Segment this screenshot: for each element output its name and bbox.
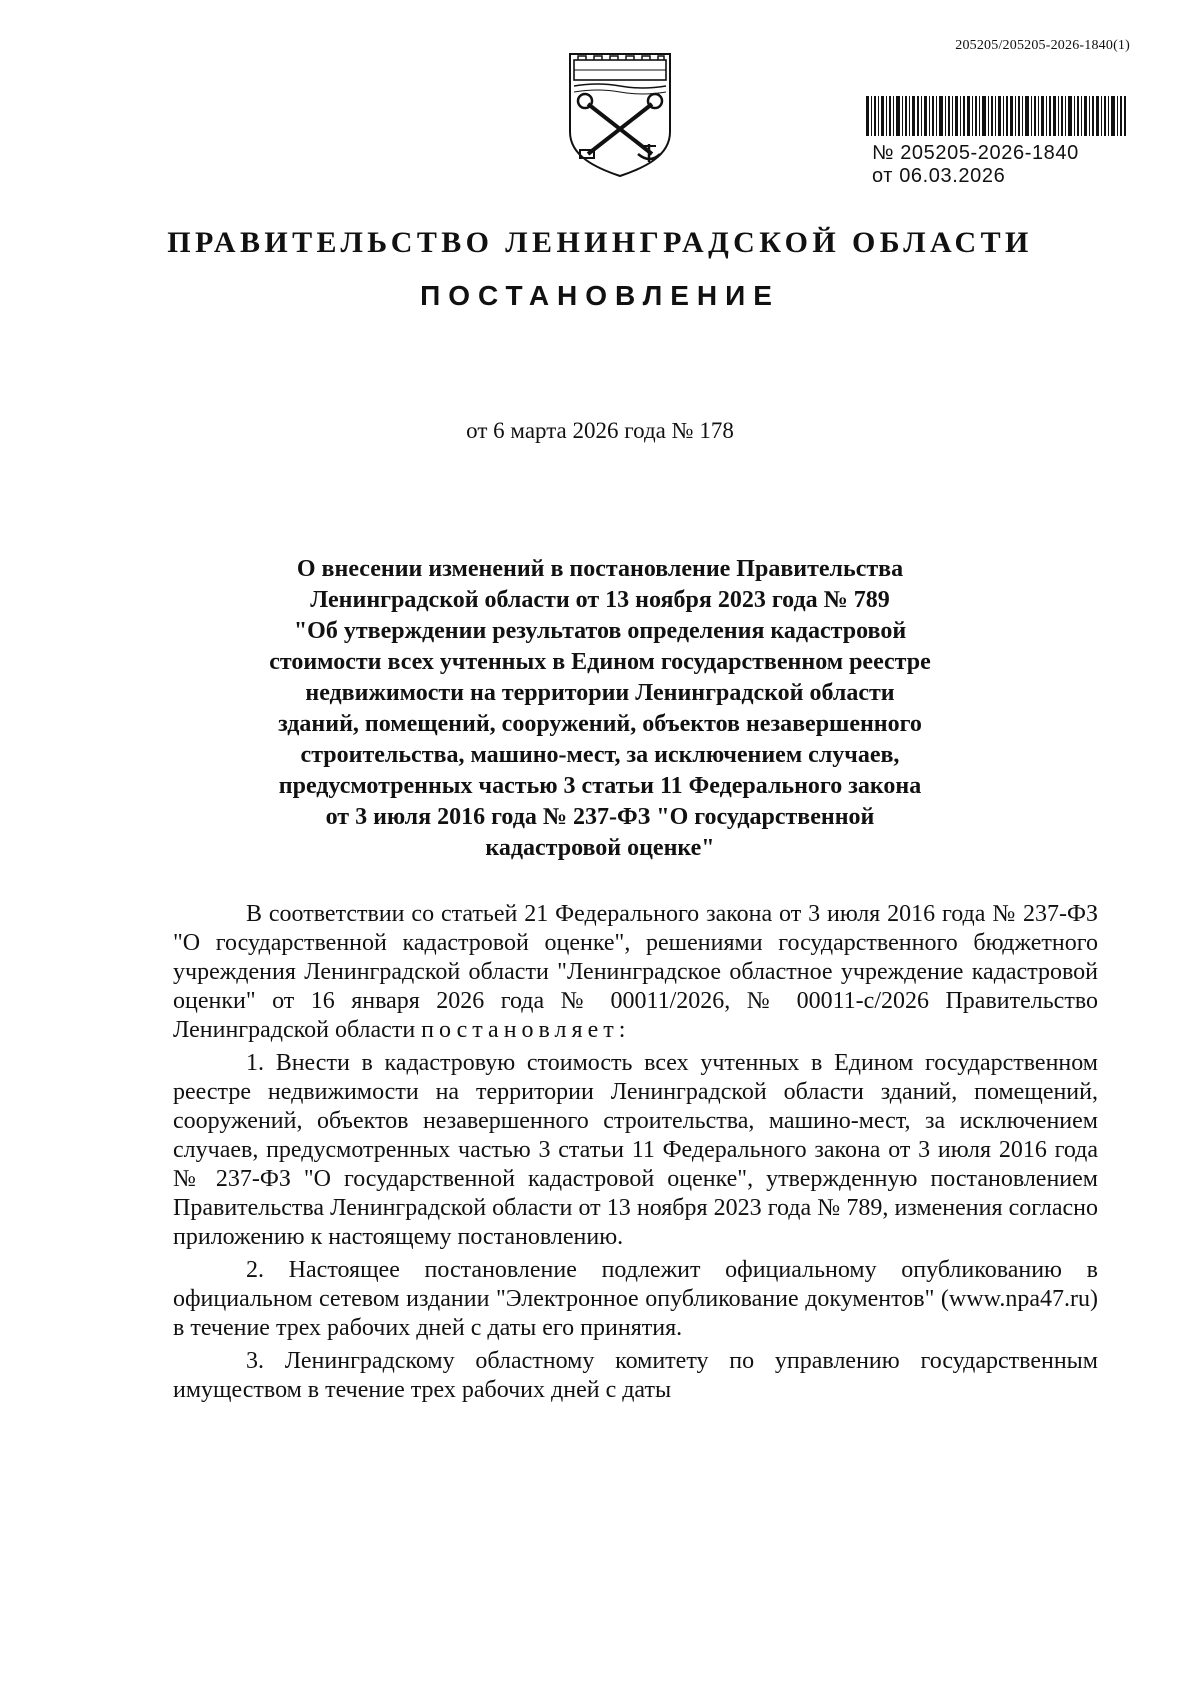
subject-line: зданий, помещений, сооружений, объектов незавершенного [278,711,922,737]
subject-line: Ленинградской области от 13 ноября 2023 года № 789 [310,587,890,613]
coat-of-arms-emblem [560,50,680,180]
item-paragraph: 1. Внести в кадастровую стоимость всех учтенных в Едином государственном реестре недвижимости на территории Ленинградской области зданий, помещений, сооружений, объектов незавершенного строительства, машино-мест, за исключением случаев, предусмотренных частью 3 статьи 11 Федерального закона от 3 июля 2016 года № 237-ФЗ "О государственной кадастровой оценке", утвержденную постановлением Правительства Ленинградской области от 13 ноября 2023 года № 789, изменения согласно приложению к настоящему постановлению. [173,1050,1098,1250]
subject-line: стоимости всех учтенных в Едином государственном реестре [269,649,931,675]
subject-line: строительства, машино-мест, за исключением случаев, [300,742,900,768]
document-type-title: ПОСТАНОВЛЕНИЕ [420,280,780,311]
preamble-paragraph [173,900,1098,1045]
resolves-word: постановляет: [421,1017,631,1043]
item-paragraph: 2. Настоящее постановление подлежит официальному опубликованию в официальном сетевом издании "Электронное опубликование документов" (www.npa47.ru) в течение трех рабочих дней с даты его принятия. [173,1257,1098,1341]
subject-line: недвижимости на территории Ленинградской области [305,680,895,706]
registration-stamp [872,142,1079,188]
decree-body [173,900,1098,1409]
subject-line: "Об утверждении результатов определения кадастровой [293,618,907,644]
government-title: ПРАВИТЕЛЬСТВО ЛЕНИНГРАДСКОЙ ОБЛАСТИ [167,226,1033,259]
subject-line: предусмотренных частью 3 статьи 11 Федерального закона [278,773,922,799]
registration-date: от 06.03.2026 [872,165,1006,187]
decree-subject [200,554,1000,864]
document-id: 205205/205205-2026-1840(1) [955,38,1130,53]
preamble-text: В соответствии со статьей 21 Федерального закона от 3 июля 2016 года № 237-ФЗ "О государственной кадастровой оценке", решениями государственного бюджетного учреждения Ленинградской области "Ленинградское областное учреждение кадастровой оценки" от 16 января 2026 года № 00011/2026, № 00011-с/2026 Правительство Ленинградской области [173,901,1098,1043]
decree-date-number: от 6 марта 2026 года № 178 [466,418,734,443]
item-paragraph: 3. Ленинградскому областному комитету по управлению государственным имуществом в течение трех рабочих дней с даты [173,1348,1098,1403]
barcode [866,96,1126,136]
registration-number: № 205205-2026-1840 [872,142,1079,164]
subject-line: кадастровой оценке" [485,835,715,861]
subject-line: О внесении изменений в постановление Правительства [296,556,904,582]
subject-line: от 3 июля 2016 года № 237-ФЗ "О государственной [325,804,875,830]
